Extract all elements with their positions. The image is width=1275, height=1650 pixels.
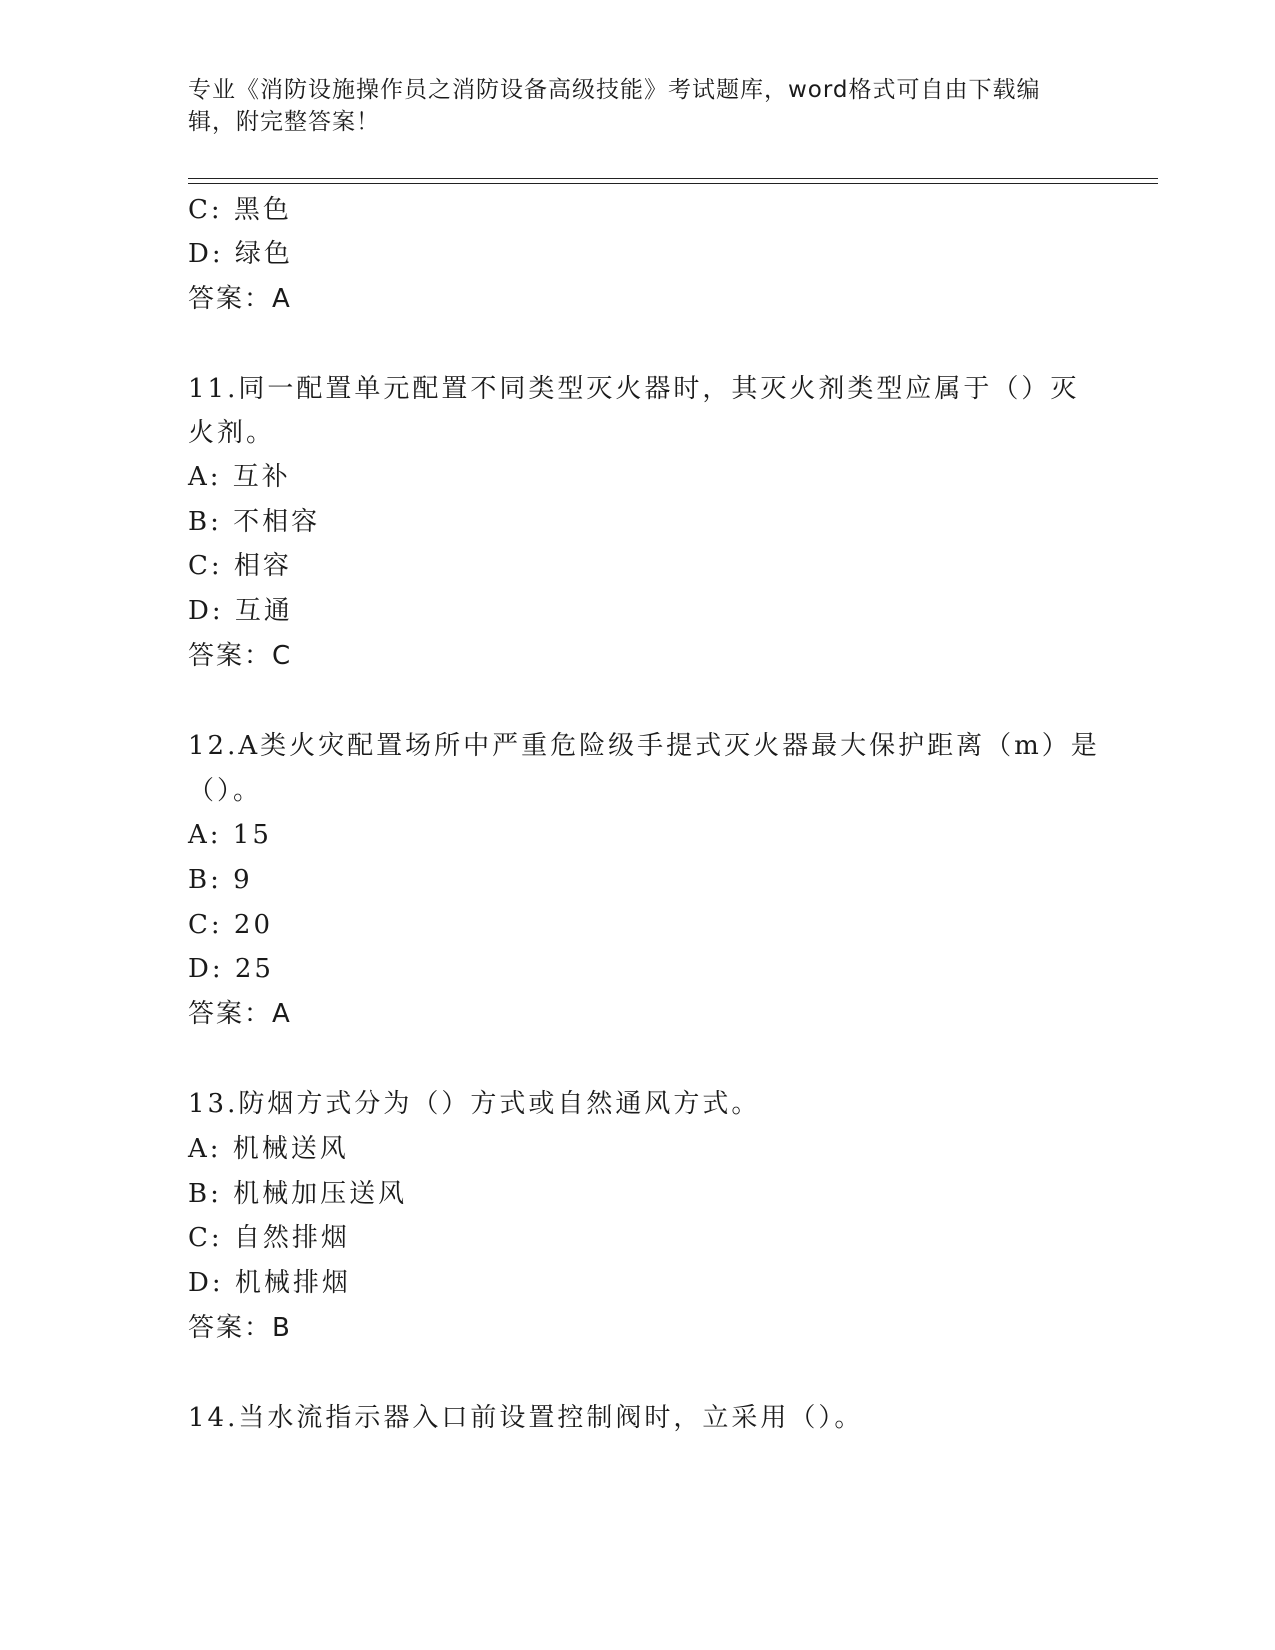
q12-option-a: A: 15: [188, 820, 272, 850]
q11-stem-line-2: 火剂。: [188, 418, 276, 448]
q12-option-b: B: 9: [188, 865, 253, 895]
q13-option-b: B: 机械加压送风: [188, 1179, 408, 1209]
q10-option-c: C: 黑色: [188, 195, 292, 225]
header-line-2: 辑，附完整答案！: [188, 109, 380, 135]
q12-stem-line-1: 12.A类火灾配置场所中严重危险级手提式灭火器最大保护距离（m）是: [188, 731, 1100, 761]
document-header: [188, 74, 1068, 138]
q13-option-a: A: 机械送风: [188, 1134, 349, 1164]
q11-answer: 答案：C: [188, 641, 293, 671]
header-line-1: 专业《消防设施操作员之消防设备高级技能》考试题库，word格式可自由下载编: [188, 77, 1041, 103]
q13-option-d: D: 机械排烟: [188, 1268, 351, 1298]
q10-option-d: D: 绿色: [188, 239, 293, 269]
q14-stem-line-1: 14.当水流指示器入口前设置控制阀时，立采用（）。: [188, 1403, 864, 1433]
q11-stem-line-1: 11.同一配置单元配置不同类型灭火器时，其灭火剂类型应属于（）灭: [188, 374, 1080, 404]
q12-answer: 答案：A: [188, 999, 292, 1029]
q12-stem-line-2: （）。: [188, 776, 263, 806]
q11-option-c: C: 相容: [188, 551, 292, 581]
header-divider-top: [188, 178, 1158, 179]
q11-option-b: B: 不相容: [188, 507, 321, 537]
q13-answer: 答案：B: [188, 1313, 292, 1343]
q11-option-d: D: 互通: [188, 596, 293, 626]
q10-answer: 答案：A: [188, 284, 292, 314]
q12-option-d: D: 25: [188, 954, 274, 984]
q13-option-c: C: 自然排烟: [188, 1223, 350, 1253]
q12-option-c: C: 20: [188, 910, 274, 940]
q11-option-a: A: 互补: [188, 462, 291, 492]
header-divider-bottom: [188, 183, 1158, 184]
q13-stem-line-1: 13.防烟方式分为（）方式或自然通风方式。: [188, 1089, 761, 1119]
